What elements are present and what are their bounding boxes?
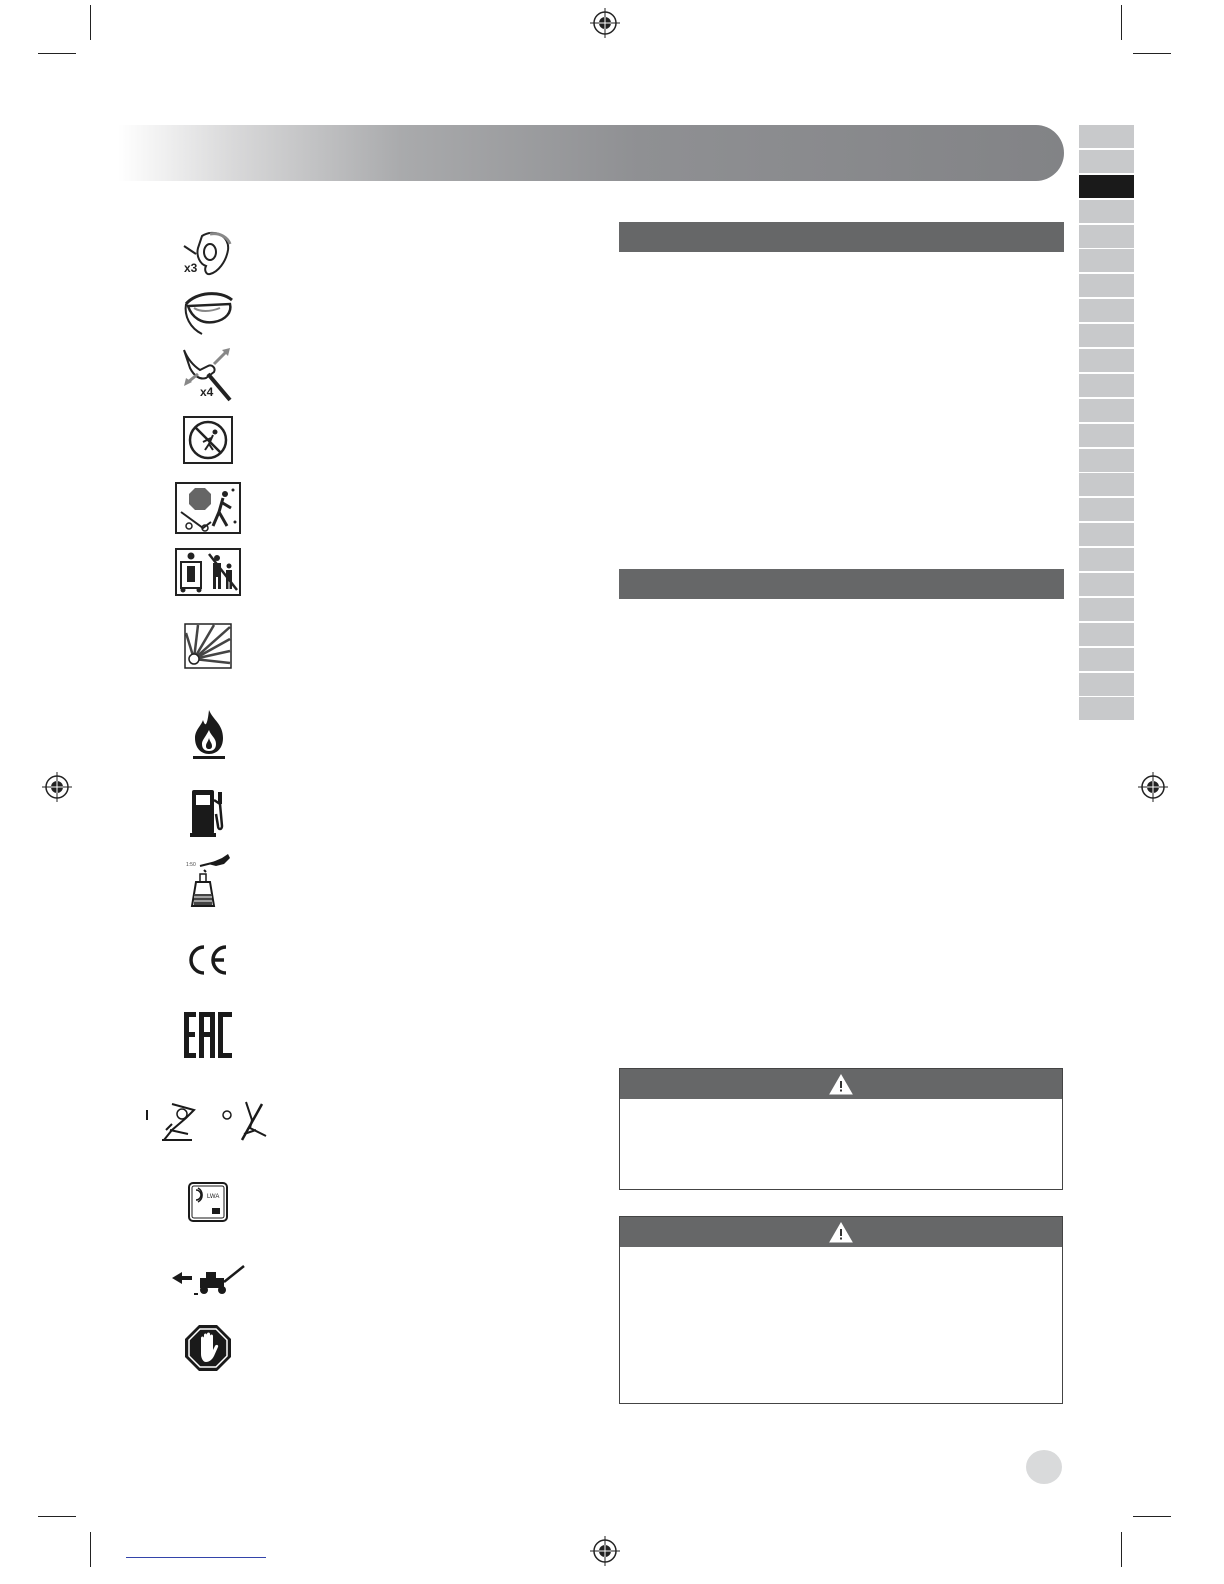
direction-of-travel-icon	[170, 1264, 246, 1298]
language-tab[interactable]	[1079, 598, 1134, 621]
crop-mark	[38, 1516, 76, 1517]
gloves-x4-icon	[178, 346, 238, 402]
language-tab[interactable]	[1079, 200, 1134, 223]
language-tab[interactable]	[1079, 424, 1134, 447]
language-tabs	[1079, 125, 1134, 722]
stop-hand-icon	[184, 1324, 232, 1372]
section-header-bar	[619, 569, 1064, 599]
eye-protection-icon	[180, 290, 236, 336]
language-tab[interactable]	[1079, 299, 1134, 322]
language-tab[interactable]	[1079, 449, 1134, 472]
language-tab[interactable]	[1079, 274, 1134, 297]
warning-header	[620, 1069, 1062, 1099]
crop-mark	[1133, 53, 1171, 54]
explosion-hazard-icon	[184, 623, 232, 669]
registration-mark-icon	[590, 1536, 620, 1566]
registration-mark-icon	[42, 772, 72, 802]
ce-mark-icon	[186, 943, 230, 977]
language-tab-active[interactable]	[1079, 175, 1134, 198]
ear-protection-x3-icon	[180, 228, 236, 278]
crop-mark	[1133, 1516, 1171, 1517]
language-tab[interactable]	[1079, 150, 1134, 173]
language-tab[interactable]	[1079, 249, 1134, 272]
fuel-pump-icon	[188, 786, 228, 838]
sound-power-level-icon	[188, 1182, 228, 1222]
language-tab[interactable]	[1079, 523, 1134, 546]
svg-text:LWA: LWA	[207, 1194, 220, 1200]
oil-mix-icon	[186, 852, 234, 910]
language-tab[interactable]	[1079, 697, 1134, 720]
language-tab[interactable]	[1079, 673, 1134, 696]
language-tab[interactable]	[1079, 374, 1134, 397]
language-tab[interactable]	[1079, 324, 1134, 347]
warning-triangle-icon	[829, 1222, 853, 1243]
multiplier-label: x4	[200, 385, 214, 399]
language-tab[interactable]	[1079, 548, 1134, 571]
warning-box	[619, 1068, 1063, 1190]
eac-mark-icon	[182, 1010, 234, 1060]
thrown-objects-icon	[175, 482, 241, 534]
language-tab[interactable]	[1079, 498, 1134, 521]
language-tab[interactable]	[1079, 473, 1134, 496]
warning-header	[620, 1217, 1062, 1247]
no-bystanders-icon	[183, 416, 233, 464]
registration-mark-icon	[590, 8, 620, 38]
svg-text:1:50: 1:50	[186, 862, 196, 868]
language-tab[interactable]	[1079, 573, 1134, 596]
header-banner	[118, 125, 1064, 181]
on-off-switch-icon	[142, 1100, 274, 1142]
warning-triangle-icon	[829, 1074, 853, 1095]
language-tab[interactable]	[1079, 648, 1134, 671]
page-number-badge	[1026, 1450, 1062, 1484]
crop-mark	[1121, 1532, 1122, 1567]
language-tab[interactable]	[1079, 623, 1134, 646]
crop-mark	[90, 5, 91, 40]
warning-box	[619, 1216, 1063, 1404]
section-header-bar	[619, 222, 1064, 252]
keep-children-away-icon	[175, 548, 241, 596]
crop-mark	[90, 1532, 91, 1567]
footer-rule	[126, 1557, 266, 1558]
crop-mark	[1121, 5, 1122, 40]
multiplier-label: x3	[184, 261, 198, 275]
registration-mark-icon	[1138, 772, 1168, 802]
crop-mark	[38, 53, 76, 54]
language-tab[interactable]	[1079, 349, 1134, 372]
language-tab[interactable]	[1079, 125, 1134, 148]
language-tab[interactable]	[1079, 225, 1134, 248]
flammable-icon	[189, 708, 229, 760]
language-tab[interactable]	[1079, 399, 1134, 422]
